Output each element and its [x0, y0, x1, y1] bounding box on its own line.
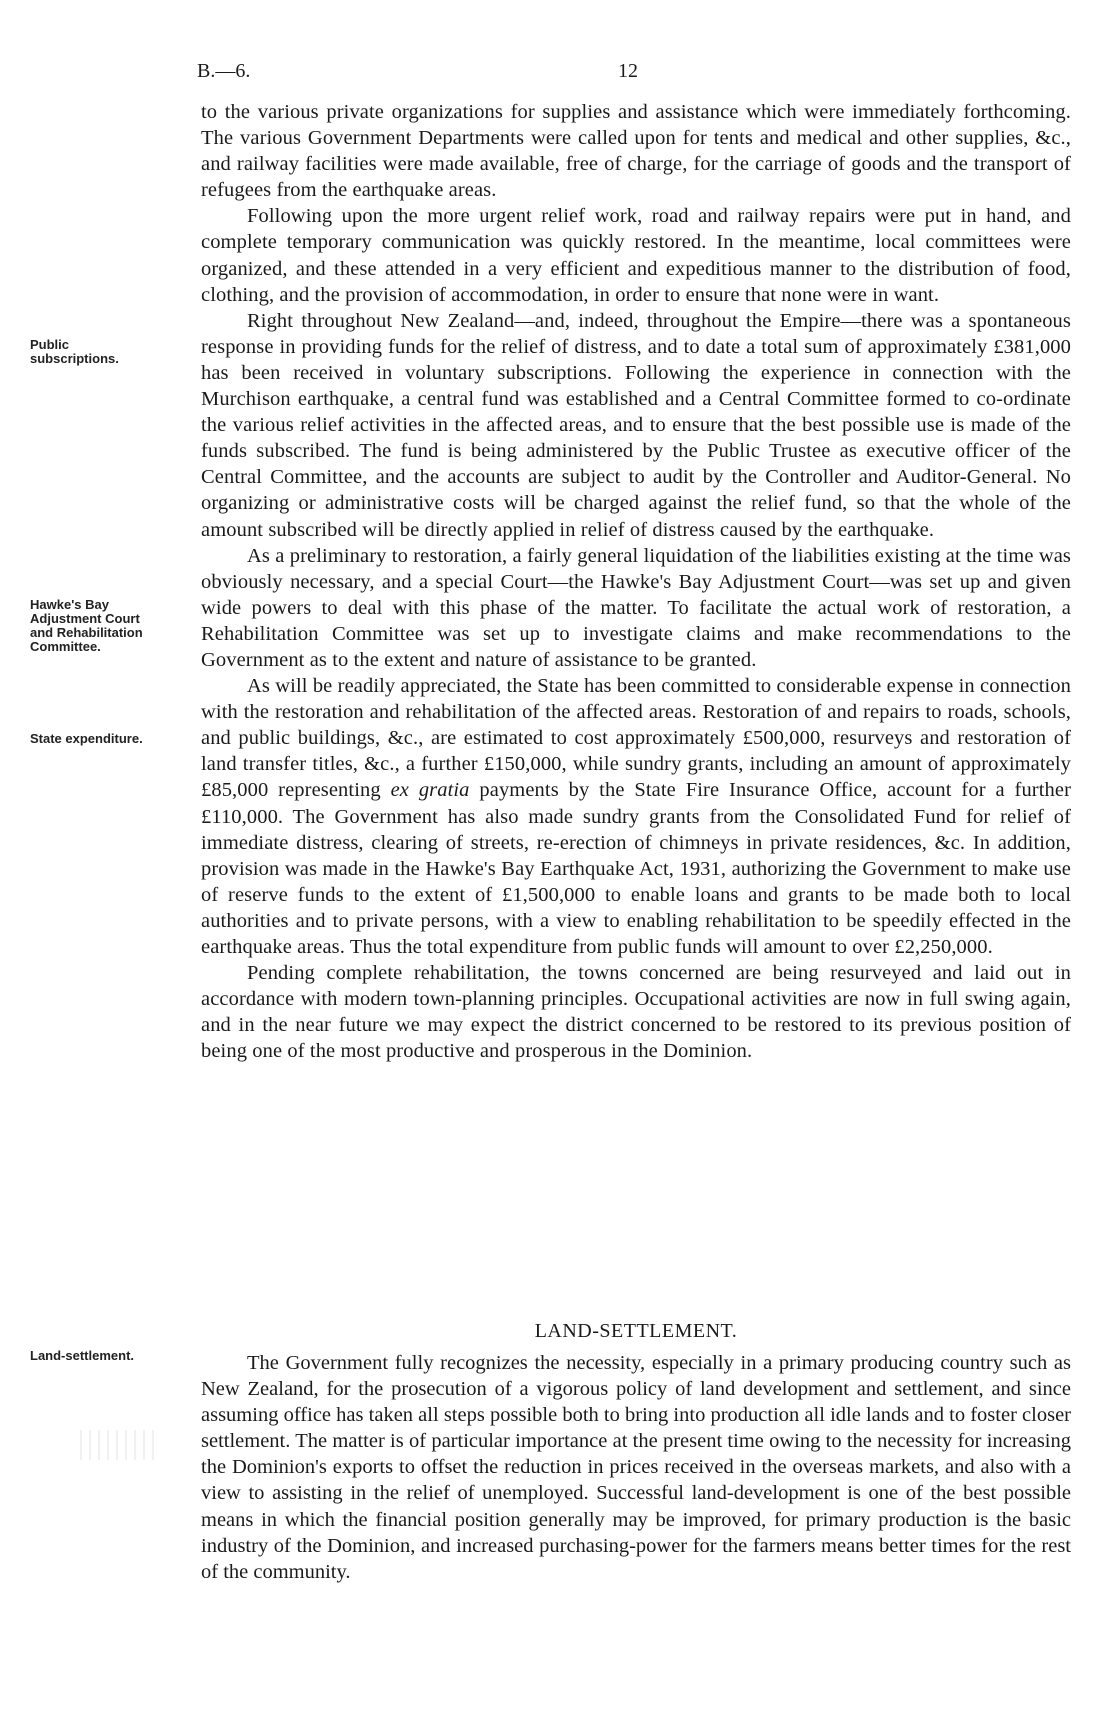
paragraph-5	[201, 673, 1071, 960]
margin-note-state-expenditure: State expenditure.	[30, 731, 143, 746]
paragraph-1: to the various private organizations for supplies and assistance which were immediately forthcoming. The various Government Departments were called upon for tents and medical and other supplies, &c., and railway facilities were made available, free of charge, for the carriage of goods and the transport of refugees from the earthquake areas.	[201, 101, 1071, 202]
paragraph-3: Right throughout New Zealand—and, indeed, throughout the Empire—there was a spontaneous response in providing funds for the relief of distress, and to date a total sum of approximately £381,000 has been received in voluntary subscriptions. Following the experience in connection with the Murchison earthquake, a central fund was established and a Central Committee formed to co-ordinate the various relief activities in the affected areas, and to ensure that the best possible use is made of the funds subscribed. The fund is being administered by the Public Trustee as executive officer of the Central Committee, and the accounts are subject to audit by the Controller and Auditor-General. No organizing or administrative costs will be charged against the relief fund, so that the whole of the amount subscribed will be directly applied in relief of distress caused by the earthquake.	[201, 309, 1071, 541]
scan-speckle	[80, 1430, 160, 1460]
paragraph-2: Following upon the more urgent relief work, road and railway repairs were put in hand, and complete temporary communication was quickly restored. In the meantime, local committees were organized, and these attended in a very efficient and expeditious manner to the distribution of food, clothing, and the provision of accommodation, in order to ensure that none were in want.	[201, 205, 1071, 306]
paragraph-5-italic: ex gratia	[390, 779, 470, 802]
section-heading-land-settlement: LAND-SETTLEMENT.	[534, 1320, 738, 1342]
paragraph-4: As a preliminary to restoration, a fairly general liquidation of the liabilities existing at the time was obviously necessary, and a special Court—the Hawke's Bay Adjustment Court—was set up and given wide powers to deal with this phase of the matter. To facilitate the actual work of restoration, a Rehabilitation Committee was set up to investigate claims and make recommendations to the Government as to the extent and nature of assistance to be granted.	[201, 544, 1071, 671]
paragraph-land-settlement: The Government fully recognizes the necessity, especially in a primary producing country such as New Zealand, for the prosecution of a vigorous policy of land development and settlement, and since assuming office has taken all steps possible both to bring into production all idle lands and to foster closer settlement. The matter is of particular importance at the present time owing to the necessity for increasing the Dominion's exports to offset the reduction in prices received in the overseas markets, and also with a view to assisting in the relief of unemployed. Successful land-development is one of the best possible means in which the financial position generally may be improved, for primary production is the basic industry of the Dominion, and increased purchasing-power for the farmers means better times for the rest of the community.	[201, 1352, 1071, 1583]
main-text	[201, 99, 1071, 1064]
margin-note-public-subscriptions: Public subscriptions.	[30, 337, 119, 366]
paragraph-6: Pending complete rehabilitation, the towns concerned are being resurveyed and laid out in accordance with modern town-planning principles. Occupational activities are now in full swing again, and in the near future we may expect the district concerned to be restored to its previous position of being one of the most productive and prosperous in the Dominion.	[201, 962, 1071, 1063]
land-settlement-text	[201, 1350, 1071, 1585]
document-id: B.—6.	[197, 60, 251, 82]
page-number: 12	[618, 60, 638, 82]
paragraph-5-part-b: payments by the State Fire Insurance Office, account for a further £110,000. The Government has also made sundry grants from the Consolidated Fund for relief of immediate distress, clearing of streets, re-erection of chimneys in private residences, &c. In addition, provision was made in the Hawke's Bay Earthquake Act, 1931, authorizing the Government to make use of reserve funds to the extent of £1,500,000 to enable loans and grants to be made both to local authorities and to private persons, with a view to enabling rehabilitation to be speedily effected in the earthquake areas. Thus the total expenditure from public funds will amount to over £2,250,000.	[201, 779, 1072, 958]
paragraph-5-part-a: As will be readily appreciated, the State has been committed to considerable expense in connection with the restoration and rehabilitation of the affected areas. Restoration of and repairs to roads, schools, and public buildings, &c., are estimated to cost approximately £500,000, resurveys and restoration of land transfer titles, &c., a further £150,000, while sundry grants, including an amount of approximately £85,000 representing	[201, 675, 1071, 802]
margin-note-hawkes-bay: Hawke's Bay Adjustment Court and Rehabilitation Committee.	[30, 597, 143, 654]
margin-note-land-settlement: Land-settlement.	[30, 1348, 135, 1363]
